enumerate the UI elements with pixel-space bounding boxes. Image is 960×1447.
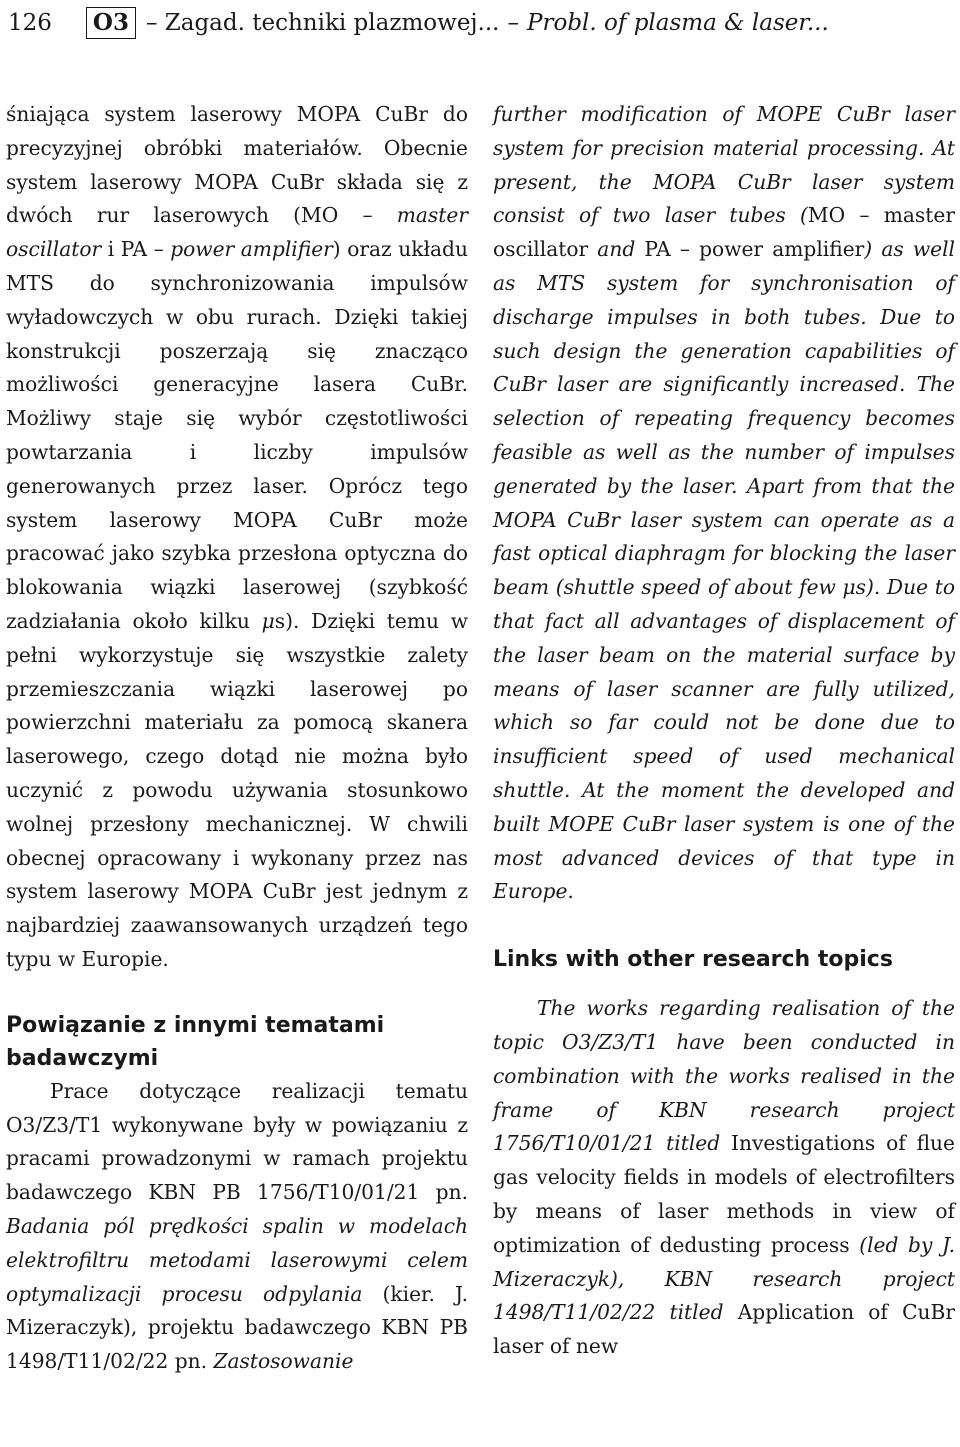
- header-title-pl: – Zagad. techniki plazmowej...: [145, 9, 500, 36]
- left-p2-text-a: Prace dotyczące realizacji tematu O3/Z3/T1 wykonywane były w powiązaniu z pracami prowadzonymi w ramach projektu badawczego KBN PB 1756/T10/01/21 pn.: [6, 1078, 468, 1205]
- right-p1-power-amplifier: PA – power amplifier: [644, 237, 865, 262]
- right-section-heading: Links with other research topics: [493, 947, 893, 973]
- left-p1-text-a: śniająca system laserowy MOPA CuBr do precyzyjnej obróbki materiałów. Obecnie system laserowy MOPA CuBr składa się z dwóch rur laserowych (MO –: [6, 102, 468, 228]
- left-p1-master-oscillator: master oscillator: [6, 203, 468, 262]
- right-p1-master-oscillator: MO – master oscillator: [493, 203, 955, 262]
- header-separator: –: [507, 9, 519, 36]
- right-p1-text-c: ) as well as MTS system for synchronisation of discharge impulses in both tubes. Due to such design the generation capabilities of CuBr laser are significantly increased. The selection of repeating frequency becomes feasible as well as the number of impulses generated by the laser. Apart from that the MOPA CuBr laser system can operate as a fast optical diaphragm for blocking the laser beam (shuttle speed of about few: [493, 237, 956, 600]
- right-p2-title-2: Application of CuBr laser of new: [493, 1300, 956, 1359]
- left-p2-title-2: Zastosowanie: [213, 1349, 354, 1374]
- left-p1-text-c: ) oraz układu MTS do synchronizowania impulsów wyładowczych w obu rurach. Dzięki takiej konstrukcji poszerzają się znacząco możliwości generacyjne lasera CuBr. Możliwy staje się wybór częstotliwości powtarzania i liczby impulsów generowanych przez laser. Oprócz tego system laserowy MOPA CuBr może pracować jako szybka przesłona optyczna do blokowania wiązki laserowej (szybkość zadziałania około kilku: [6, 237, 468, 633]
- right-p2-text-a: The works regarding realisation of the topic O3/Z3/T1 have been conducted in combination with the works realised in the frame of KBN research project 1756/T10/01/21 titled: [493, 996, 955, 1156]
- left-section-heading: Powiązanie z innymi tematami badawczymi: [6, 1012, 385, 1071]
- right-paragraph-2: [493, 992, 955, 1364]
- left-paragraph-1: [6, 98, 468, 977]
- left-paragraph-2: [6, 1075, 468, 1379]
- left-p1-text-d: s). Dzięki temu w pełni wykorzystuje się wszystkie zalety przemieszczania wiązki laserowej po powierzchni materiału za pomocą skanera laserowego, czego dotąd nie można było uczynić z powodu używania stosunkowo wolnej przesłony mechanicznej. W chwili obecnej opracowany i wykonany przez nas system laserowy MOPA CuBr jest jednym z najbardziej zaawansowanych urządzeń tego typu w Europie.: [6, 608, 468, 971]
- right-column-english: [493, 98, 955, 1364]
- page-number: 126: [8, 9, 52, 36]
- running-header: [8, 6, 952, 40]
- left-p1-mu-symbol: μ: [261, 608, 275, 633]
- right-paragraph-1: [493, 98, 955, 909]
- left-p2-text-b: (kier. J. Mizeraczyk), projektu badawczego KBN PB 1498/T11/02/22 pn.: [6, 1281, 468, 1374]
- left-column-polish: [6, 98, 468, 1379]
- right-p2-text-b: (led by J. Mizeraczyk), KBN research project 1498/T11/02/22 titled: [493, 1232, 955, 1325]
- right-p1-mu-symbol: μ: [842, 575, 856, 600]
- header-title-en: Probl. of plasma & laser...: [527, 9, 829, 36]
- right-p1-text-b: and: [588, 237, 645, 262]
- left-p1-text-b: i PA –: [101, 237, 171, 262]
- left-p1-power-amplifier: power amplifier: [170, 237, 333, 262]
- right-p1-text-a: further modification of MOPE CuBr laser system for precision material processing. At present, the MOPA CuBr laser system consist of two laser tubes (: [493, 102, 955, 228]
- right-p1-text-d: s). Due to that fact all advantages of displacement of the laser beam on the material surface by means of laser scanner are fully utilized, which so far could not be done due to insufficient speed of used mechanical shuttle. At the moment the developed and built MOPE CuBr laser system is one of the most advanced devices of that type in Europe.: [493, 575, 955, 904]
- section-box: O3: [86, 7, 136, 39]
- right-p2-title-1: Investigations of flue gas velocity fields in models of electrofilters by means of laser methods in view of optimization of dedusting process: [493, 1131, 955, 1257]
- left-p2-title-1: Badania pól prędkości spalin w modelach elektrofiltru metodami laserowymi celem optymalizacji procesu odpylania: [6, 1213, 468, 1306]
